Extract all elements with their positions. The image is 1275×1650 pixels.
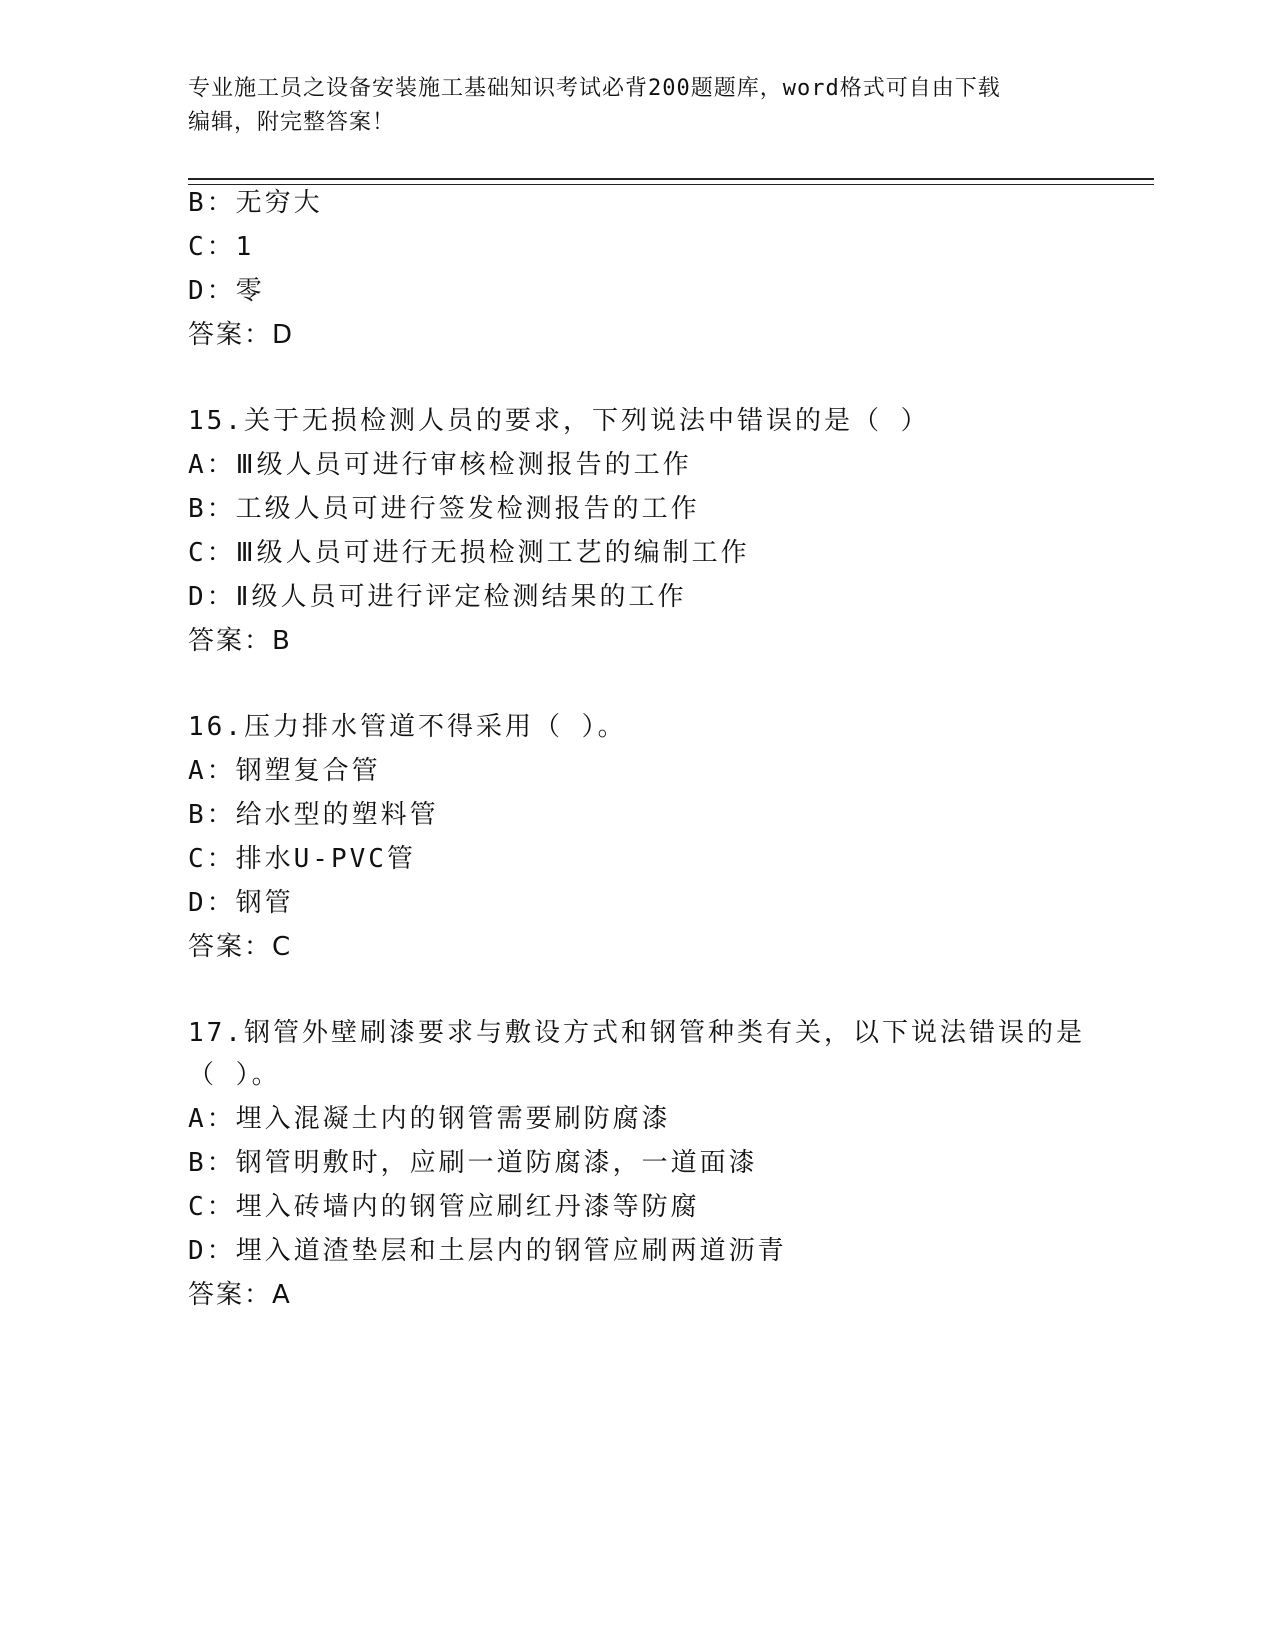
q14-option-c: C：1	[188, 232, 255, 262]
q14-answer: 答案：D	[188, 320, 295, 350]
q16-option-c: C：排水U-PVC管	[188, 844, 416, 874]
q15-option-a: A：Ⅲ级人员可进行审核检测报告的工作	[188, 450, 692, 480]
q17-option-d: D：埋入道渣垫层和土层内的钢管应刷两道沥青	[188, 1236, 787, 1266]
q15-answer: 答案：B	[188, 626, 292, 656]
q16-option-a: A：钢塑复合管	[188, 756, 381, 786]
q15-option-b: B：工级人员可进行签发检测报告的工作	[188, 494, 700, 524]
q16-stem: 16.压力排水管道不得采用（ ）。	[188, 712, 627, 742]
header-divider-thin	[188, 184, 1154, 185]
header-line-2: 编辑，附完整答案！	[188, 110, 396, 135]
header-divider-thick	[188, 178, 1154, 180]
q14-option-d: D：零	[188, 276, 265, 306]
document-header	[188, 72, 1088, 140]
q15-stem: 15.关于无损检测人员的要求，下列说法中错误的是（ ）	[188, 406, 930, 436]
header-line-1: 专业施工员之设备安装施工基础知识考试必背200题题库，word格式可自由下载	[188, 76, 1001, 101]
q16-option-d: D：钢管	[188, 888, 294, 918]
q17-answer: 答案：A	[188, 1280, 292, 1310]
q15-option-c: C：Ⅲ级人员可进行无损检测工艺的编制工作	[188, 538, 750, 568]
q16-answer: 答案：C	[188, 932, 293, 962]
q17-option-a: A：埋入混凝土内的钢管需要刷防腐漆	[188, 1104, 671, 1134]
q17-stem-line-2: （ ）。	[188, 1060, 281, 1090]
q14-option-b: B：无穷大	[188, 188, 323, 218]
q15-option-d: D：Ⅱ级人员可进行评定检测结果的工作	[188, 582, 687, 612]
q17-option-c: C：埋入砖墙内的钢管应刷红丹漆等防腐	[188, 1192, 700, 1222]
q17-stem-line-1: 17.钢管外壁刷漆要求与敷设方式和钢管种类有关，以下说法错误的是	[188, 1018, 1085, 1048]
q16-option-b: B：给水型的塑料管	[188, 800, 439, 830]
q17-option-b: B：钢管明敷时，应刷一道防腐漆，一道面漆	[188, 1148, 758, 1178]
